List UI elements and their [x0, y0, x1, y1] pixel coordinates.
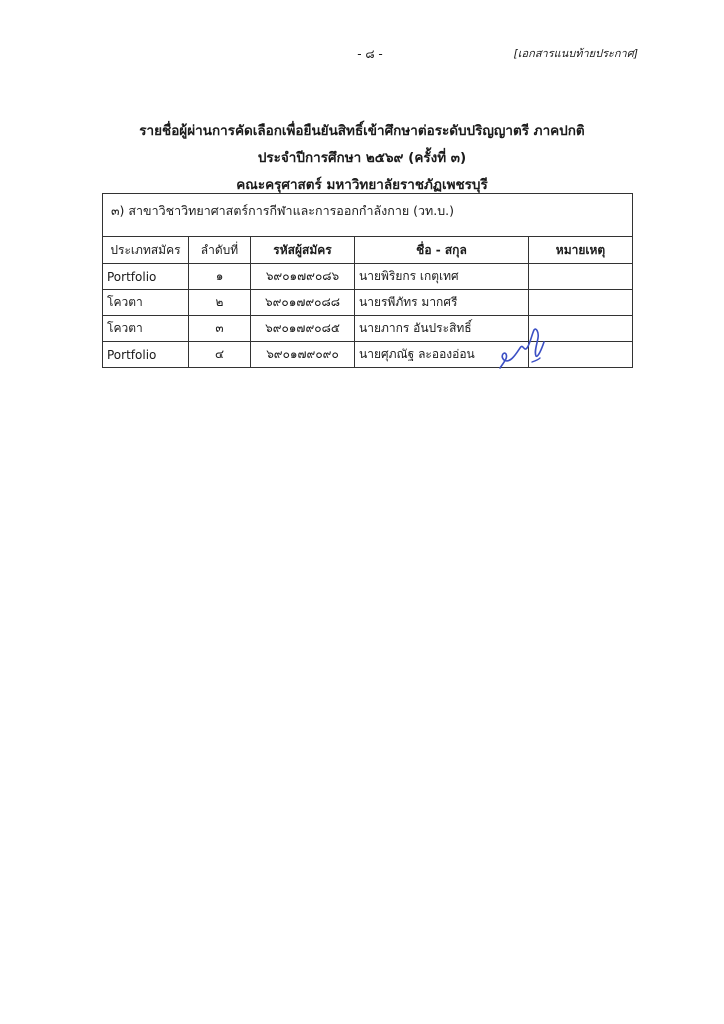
cell-type: Portfolio [103, 264, 189, 290]
cell-name: นายรพีภัทร มากศรี [355, 290, 529, 316]
header-type: ประเภทสมัคร [103, 237, 189, 264]
section-title-row [103, 194, 633, 237]
handwritten-signature [494, 318, 554, 374]
table-row [103, 264, 633, 290]
table-row [103, 290, 633, 316]
cell-type: Portfolio [103, 342, 189, 368]
header-name: ชื่อ - สกุล [355, 237, 529, 264]
cell-applicant-id: ๖๙๐๑๗๙๐๘๘ [251, 290, 355, 316]
cell-name: นายภากร อันประสิทธิ์ [355, 316, 529, 342]
cell-order: ๔ [189, 342, 251, 368]
cell-order: ๓ [189, 316, 251, 342]
cell-remark [529, 264, 633, 290]
cell-remark [529, 290, 633, 316]
header-order: ลำดับที่ [189, 237, 251, 264]
page-number: - ๘ - [357, 47, 383, 61]
document-attachment-note: [เอกสารแนบท้ายประกาศ] [513, 47, 638, 60]
cell-name: นายพิริยกร เกตุเทศ [355, 264, 529, 290]
cell-applicant-id: ๖๙๐๑๗๙๐๘๖ [251, 264, 355, 290]
section-title: ๓) สาขาวิชาวิทยาศาสตร์การกีฬาและการออกกำลังกาย (วท.บ.) [103, 194, 633, 237]
cell-type: โควตา [103, 290, 189, 316]
cell-name: นายศุภณัฐ ละอองอ่อน [355, 342, 529, 368]
table-header-row [103, 237, 633, 264]
document-title [0, 118, 724, 199]
header-applicant-id: รหัสผู้สมัคร [251, 237, 355, 264]
cell-order: ๑ [189, 264, 251, 290]
title-line-3: คณะครุศาสตร์ มหาวิทยาลัยราชภัฏเพชรบุรี [236, 177, 488, 193]
cell-applicant-id: ๖๙๐๑๗๙๐๙๐ [251, 342, 355, 368]
header-remark: หมายเหตุ [529, 237, 633, 264]
cell-applicant-id: ๖๙๐๑๗๙๐๘๕ [251, 316, 355, 342]
title-line-2: ประจำปีการศึกษา ๒๕๖๙ (ครั้งที่ ๓) [257, 150, 467, 166]
cell-order: ๒ [189, 290, 251, 316]
cell-type: โควตา [103, 316, 189, 342]
title-line-1: รายชื่อผู้ผ่านการคัดเลือกเพื่อยืนยันสิทธิ์เข้าศึกษาต่อระดับปริญญาตรี ภาคปกติ [139, 123, 585, 139]
